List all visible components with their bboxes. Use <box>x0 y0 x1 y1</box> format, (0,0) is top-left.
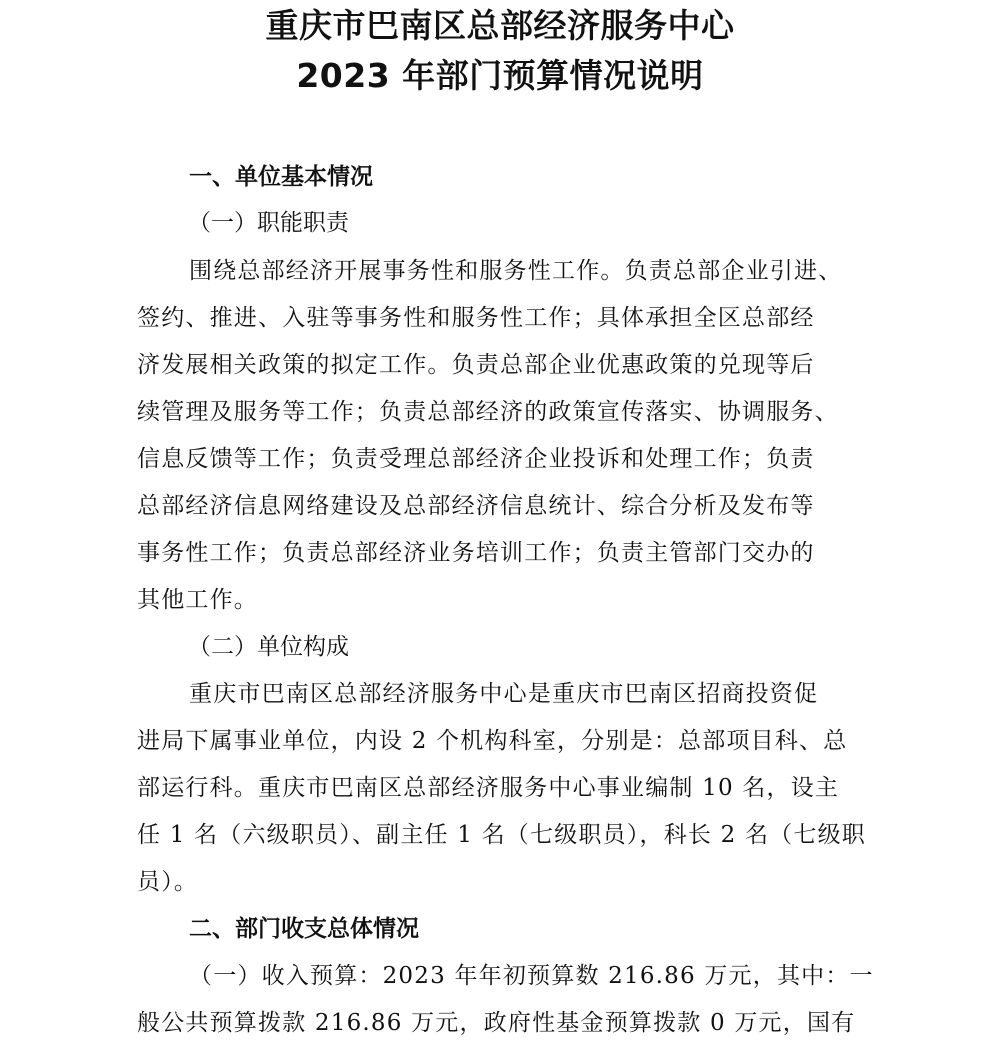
paragraph-line: 济发展相关政策的拟定工作。负责总部企业优惠政策的兑现等后 <box>137 352 815 378</box>
paragraph-line: 任 1 名（六级职员）、副主任 1 名（七级职员），科长 2 名（七级职 <box>137 822 866 848</box>
paragraph-line: （一）收入预算：2023 年年初预算数 216.86 万元，其中：一 <box>189 963 874 989</box>
paragraph-line: 部运行科。重庆市巴南区总部经济服务中心事业编制 10 名，设主 <box>137 775 840 801</box>
section1-sub1-heading: （一）职能职责 <box>188 210 349 236</box>
paragraph-line: 员）。 <box>137 869 199 895</box>
section2-heading: 二、部门收支总体情况 <box>189 916 419 942</box>
paragraph-line: 重庆市巴南区总部经济服务中心是重庆市巴南区招商投资促 <box>189 681 819 707</box>
paragraph-line: 签约、推进、入驻等事务性和服务性工作；具体承担全区总部经 <box>137 305 815 331</box>
paragraph-line: 总部经济信息网络建设及总部经济信息统计、综合分析及发布等 <box>137 493 815 519</box>
paragraph-line: 续管理及服务等工作；负责总部经济的政策宣传落实、协调服务、 <box>137 399 839 425</box>
section1-heading: 一、单位基本情况 <box>189 164 373 190</box>
paragraph-line: 其他工作。 <box>137 587 258 613</box>
paragraph-line: 信息反馈等工作；负责受理总部经济企业投诉和处理工作；负责 <box>137 446 815 472</box>
paragraph-line: 般公共预算拨款 216.86 万元，政府性基金预算拨款 0 万元，国有 <box>137 1010 856 1036</box>
document-title-line2: 2023 年部门预算情况说明 <box>296 56 704 95</box>
paragraph-line: 围绕总部经济开展事务性和服务性工作。负责总部企业引进、 <box>189 258 843 284</box>
paragraph-line: 事务性工作；负责总部经济业务培训工作；负责主管部门交办的 <box>137 540 815 566</box>
paragraph-line: 进局下属事业单位，内设 2 个机构科室，分别是：总部项目科、总 <box>137 728 848 754</box>
document-title-line1: 重庆市巴南区总部经济服务中心 <box>265 6 735 45</box>
section1-sub2-heading: （二）单位构成 <box>188 634 349 660</box>
